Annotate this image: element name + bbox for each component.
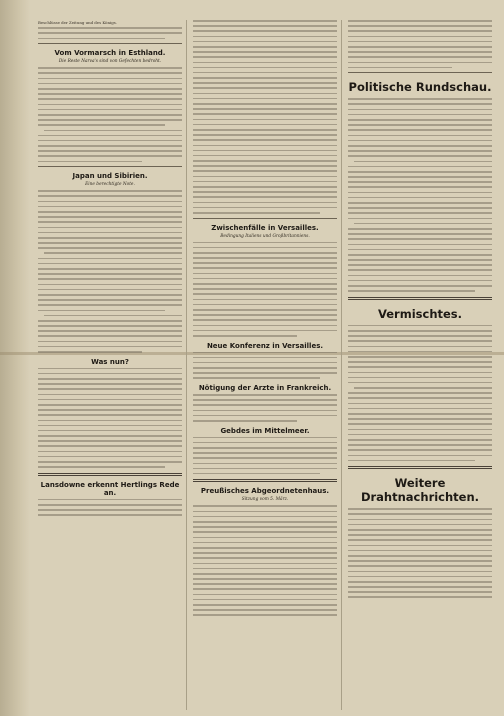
divider bbox=[193, 218, 337, 219]
article-text-block bbox=[348, 20, 492, 68]
headline-politische-rundschau: Politische Rundschau. bbox=[348, 80, 492, 95]
headline-weitere-drahtnachrichten: Weitere Drahtnachrichten. bbox=[360, 476, 480, 505]
divider bbox=[193, 479, 337, 482]
headline-arzte: Nötigung der Arzte in Frankreich. bbox=[198, 384, 332, 393]
divider bbox=[38, 473, 182, 476]
article-text-block bbox=[193, 242, 337, 337]
lead-paragraph: Beschlüsse der Zeitung und des Königs. bbox=[38, 20, 117, 25]
headline-lansdowne: Lansdowne erkennt Hertlings Rede an. bbox=[40, 480, 180, 497]
article-text-block bbox=[348, 508, 492, 598]
columns bbox=[38, 20, 496, 710]
article-text-block bbox=[193, 352, 337, 380]
subheadline-bedingung: Bedingung Italiens und Großbritanniens. bbox=[220, 233, 310, 239]
article-text-block bbox=[348, 98, 492, 292]
article-text-block bbox=[193, 437, 337, 475]
divider bbox=[38, 166, 182, 167]
article-text-block bbox=[38, 27, 182, 39]
article-text-block bbox=[38, 67, 182, 162]
divider bbox=[348, 466, 492, 469]
headline-mittelmeer: Gebdes im Mittelmeer. bbox=[220, 426, 310, 435]
subheadline-note: Eine berechtigte Note. bbox=[85, 182, 135, 188]
article-text-block bbox=[348, 325, 492, 461]
headline-neue-konferenz: Neue Konferenz in Versailles. bbox=[206, 341, 324, 350]
column-left bbox=[38, 20, 187, 710]
headline-abgeordnetenhaus: Preußisches Abgeordnetenhaus. bbox=[200, 487, 330, 496]
headline-vermischtes: Vermischtes. bbox=[377, 306, 463, 321]
headline-esthland: Vom Vormarsch in Esthland. bbox=[54, 49, 166, 58]
divider bbox=[38, 43, 182, 44]
headline-versailles: Zwischenfälle in Versailles. bbox=[211, 223, 319, 232]
page-fold-shadow bbox=[0, 0, 30, 716]
divider bbox=[348, 297, 492, 300]
article-text-block bbox=[38, 368, 182, 468]
article-text-block bbox=[193, 394, 337, 422]
article-text-block bbox=[193, 20, 337, 214]
article-text-block bbox=[193, 505, 337, 616]
column-right bbox=[348, 20, 496, 710]
subheadline-narva: Die Reste Narva's sind von Gefechten bedroht. bbox=[58, 59, 162, 65]
divider bbox=[348, 72, 492, 73]
subheadline-sitzung: Sitzung vom 5. März. bbox=[241, 497, 289, 503]
headline-was-nun: Was nun? bbox=[91, 357, 129, 366]
article-text-block bbox=[38, 190, 182, 352]
column-middle bbox=[193, 20, 342, 710]
headline-japan: Japan und Sibirien. bbox=[72, 172, 148, 181]
article-text-block bbox=[38, 499, 182, 516]
